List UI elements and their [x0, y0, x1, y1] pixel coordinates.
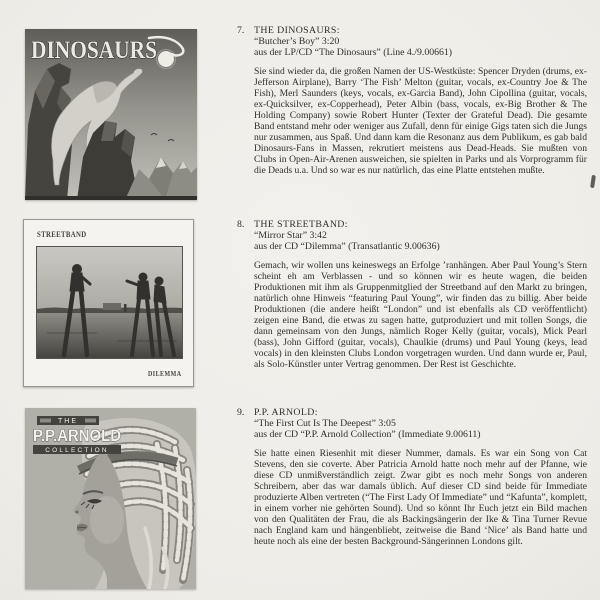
entry-streetband: [237, 219, 587, 371]
logo-ornament: [85, 419, 96, 423]
entry-number: 8.: [237, 219, 245, 230]
logo-main-text: P.P.ARNOLD: [33, 426, 121, 445]
distant-building: [103, 303, 121, 310]
source-line: aus der LP/CD “The Dinosaurs” (Line 4./9.00661): [254, 47, 453, 59]
entry-number: 7.: [237, 25, 245, 36]
description-text: Sie hatte einen Riesenhit mit dieser Nummer, damals. Es war ein Song von Cat Stevens, den sie coverte. Aber Patricia Arnold hatte noch mehr auf der Pfanne, wie diese CD unmißverständlich zeigt. Zwar gibt es noch mehr Songs von anderen Schreibern, aber das war damals üblich. Auf dieser CD sind beide für Immediate produzierte Alben vertreten (“The First Lady Of Immediate” und “Kafunta”, komplett, in einem vorher nie gehörten Sound). Und so könnt Ihr Euch jetzt ein Bild machen von den Qualitäten der Frau, die als Backingsängerin der Ike & Tina Turner Revue nach England kam und hängenbliebt, zeitweise die Band ‘Nice’ als Band hatte und heute noch als eine der besten Background-Sängerinnen Londons gilt.: [254, 447, 587, 548]
entry-number: 9.: [237, 407, 245, 418]
track-title: “The First Cut Is The Deepest” 3:05: [254, 418, 396, 430]
dinosaurs-cover-art: [25, 29, 197, 200]
artist-name: P.P. ARNOLD:: [254, 407, 318, 418]
track-title: “Butcher’s Boy” 3:20: [254, 36, 340, 48]
artist-name: THE DINOSAURS:: [254, 25, 340, 36]
description-text: Sie sind wieder da, die großen Namen der US-Westküste: Spencer Dryden (drums, ex-Jefferson Airplane), Barry ‘The Fish’ Melton (guitar, vocals, ex-Country Joe & The Fish), Merl Saunders (keys, vocals, ex-Garcia Band), John Cipollina (guitar, vocals, ex-Quicksilver, ex-Copperhead), Peter Albin (bass, vocals, ex-Big Brother & The Holding Company) sowie Robert Hunter (Texter der Grateful Dead). Die gesamte Band entstand mehr oder weniger aus Zufall, denn für einige Gigs taten sich die Jungs nur zusammen, aus Spaß. Und dann kam die Resonanz aus dem Publikum, es gab bald Dinosaurs-Fans in Massen, rekrutiert meistens aus Dead-Heads. Sie mußten von Clubs in Open-Air-Arenen ausweichen, sie spielten in Parks und als Vorprogramm für die Deads u.a. Und so war es nur natürlich, das eine Platte entstehen mußte.: [254, 65, 587, 177]
nostril: [76, 511, 79, 514]
dilemma-title-text: DILEMMA: [148, 370, 182, 378]
source-line: aus der CD “Dilemma” (Transatlantic 9.00636): [254, 241, 440, 253]
source-line: aus der CD “P.P. Arnold Collection” (Immediate 9.00611): [254, 429, 481, 441]
track-title: “Mirror Star” 3:42: [254, 230, 327, 242]
pparnold-cover-art: [25, 408, 196, 589]
streetband-logo-text: STREETBAND: [37, 230, 87, 239]
entry-dinosaurs: [237, 25, 587, 177]
bottom-edge: [25, 196, 197, 200]
album-cover-streetband: [23, 219, 194, 387]
scan-artifact: [590, 175, 596, 188]
entry-pparnold: [237, 407, 587, 547]
lip-line: [77, 528, 87, 529]
logo-ornament: [40, 419, 51, 423]
logo-the-text: THE: [58, 418, 78, 425]
tiny-distant-figure: [124, 304, 127, 312]
description-text: Gemach, wir wollen uns keineswegs an Erfolge ’ranhängen. Aber Paul Young’s Stern scheint eh am Verblassen - und so können wir es heute wagen, die beiden Produktionen mit ihm als Gruppenmitglied der Streetband auf den Markt zu bringen, natürlich ohne Hinweis “featuring Paul Young”, wir finden das zu billig. Aber beide Produktionen (die andere heißt “London” und ist ebenfalls als CD veröffentlicht) zeigen eine Band, die etwas zu sagen hatte, gutproduziert und mit tollen Songs, die dann gemeinsam von den Jungs, nämlich Roger Kelly (guitar, vocals), Mick Pearl (bass), John Gifford (guitar, vocals), Chaulkie (drums) und Paul Young (keys, lead vocals) in den kleinsten Clubs London vorgetragen wurden. Und dann wurde er, Paul, als Solo-Künstler unter Vertrag genommen. Der Rest ist Geschichte.: [254, 259, 587, 371]
album-cover-dinosaurs: [25, 29, 197, 200]
dinosaurs-logo-text: DINOSAURS: [31, 37, 157, 64]
artist-name: THE STREETBAND:: [254, 219, 348, 230]
logo-collection-text: COLLECTION: [45, 447, 109, 454]
album-cover-pparnold: [25, 408, 196, 589]
streetband-photo: [36, 246, 183, 359]
streetband-photo-art: [37, 247, 182, 358]
